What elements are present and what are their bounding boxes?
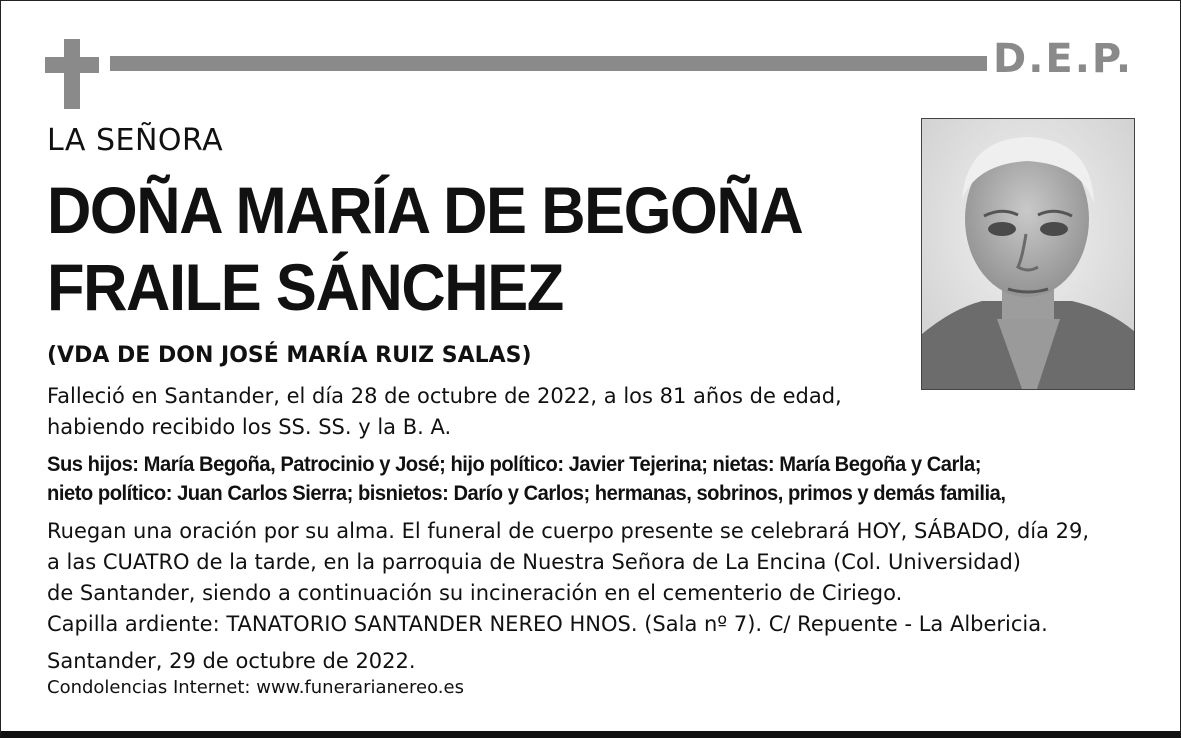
death-line: Falleció en Santander, el día 28 de octubre de 2022, a los 81 años de edad, <box>47 384 842 408</box>
death-line: habiendo recibido los SS. SS. y la B. A. <box>47 415 452 439</box>
deceased-name-line-1: DOÑA MARÍA DE BEGOÑA <box>47 173 803 247</box>
portrait-photo <box>921 118 1135 390</box>
condolences-line: Condolencias Internet: www.funerarianereo.es <box>47 677 464 698</box>
death-notice <box>47 381 842 443</box>
place-date: Santander, 29 de octubre de 2022. <box>47 649 416 673</box>
cross-icon <box>45 39 99 109</box>
funeral-line: Capilla ardiente: TANATORIO SANTANDER NEREO HNOS. (Sala nº 7). C/ Repuente - La Albericia. <box>47 612 1048 636</box>
widow-note: (VDA DE DON JOSÉ MARÍA RUIZ SALAS) <box>47 343 532 368</box>
funeral-details <box>47 516 1089 640</box>
intro-label: LA SEÑORA <box>47 123 224 158</box>
family-list <box>47 450 1006 508</box>
dep-label: D.E.P. <box>993 36 1134 82</box>
funeral-line: a las CUATRO de la tarde, en la parroquia de Nuestra Señora de La Encina (Col. Universidad) <box>47 550 1021 574</box>
family-line: nieto político: Juan Carlos Sierra; bisnietos: Darío y Carlos; hermanas, sobrinos, primos y demás familia, <box>47 482 1006 505</box>
funeral-line: de Santander, siendo a continuación su incineración en el cementerio de Ciriego. <box>47 581 903 605</box>
deceased-name-line-2: FRAILE SÁNCHEZ <box>47 250 563 324</box>
funeral-line: Ruegan una oración por su alma. El funeral de cuerpo presente se celebrará HOY, SÁBADO, día 29, <box>47 519 1090 543</box>
family-line: Sus hijos: María Begoña, Patrocinio y José; hijo político: Javier Tejerina; nietas: María Begoña y Carla; <box>47 453 981 476</box>
header-rule <box>110 56 987 71</box>
